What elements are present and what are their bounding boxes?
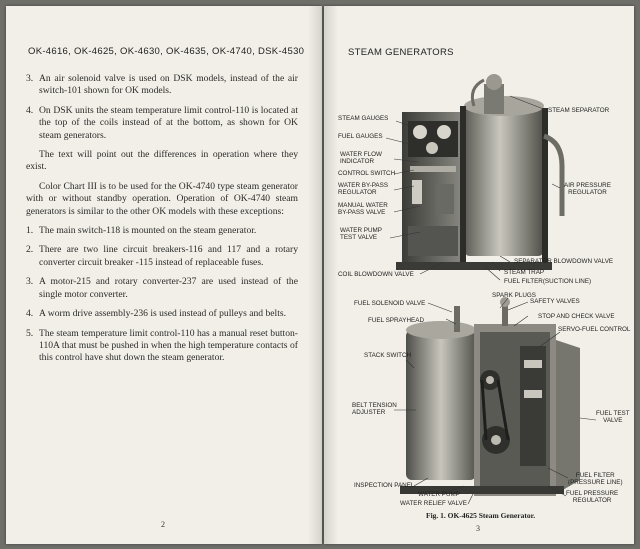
item-number: 5. xyxy=(26,327,34,339)
list-item xyxy=(26,276,298,301)
item-number: 2. xyxy=(26,244,34,256)
paragraph-differences: The text will point out the differences in operation where they exist. xyxy=(26,149,298,173)
page-number: 3 xyxy=(476,524,480,533)
callout-safety-valves: SAFETY VALVES xyxy=(530,298,580,305)
item-number: 1. xyxy=(26,225,34,237)
list-item xyxy=(26,244,298,269)
list-item xyxy=(26,105,298,142)
list-item xyxy=(26,73,298,98)
list-item xyxy=(26,308,298,320)
callout-fuel-gauges: FUEL GAUGES xyxy=(338,133,383,140)
callout-air-pressure-regulator: AIR PRESSURE REGULATOR xyxy=(564,182,611,196)
list-item xyxy=(26,225,298,237)
item-text: A motor-215 and rotary converter-237 are used instead of the single motor converter. xyxy=(39,276,298,300)
callout-fuel-solenoid-valve: FUEL SOLENOID VALVE xyxy=(354,300,426,307)
item-text: A worm drive assembly-236 is used instead of pulleys and belts. xyxy=(39,308,287,320)
callout-inspection-panel: INSPECTION PANEL xyxy=(354,482,415,489)
callout-separator-blowdown-valve: SEPARATOR BLOWDOWN VALVE xyxy=(514,258,614,265)
callout-control-switch: CONTROL SWITCH xyxy=(338,170,396,177)
callout-fuel-sprayhead: FUEL SPRAYHEAD xyxy=(368,317,424,324)
callout-manual-bypass-valve: MANUAL WATER BY-PASS VALVE xyxy=(338,202,388,216)
page-number: 2 xyxy=(161,520,165,529)
right-page xyxy=(324,6,634,544)
callout-steam-gauges: STEAM GAUGES xyxy=(338,115,389,122)
callout-water-relief-valve: WATER RELIEF VALVE xyxy=(400,500,467,507)
callout-water-pump: WATER PUMP xyxy=(418,491,460,498)
item-text: The steam temperature limit control-110 has a manual reset button-110A that must be pushed in when the high temperature contacts of this control have shut down the steam generator. xyxy=(39,327,298,364)
callout-stack-switch: STACK SWITCH xyxy=(364,352,412,359)
callout-servo-fuel-control: SERVO-FUEL CONTROL xyxy=(558,326,631,333)
paragraph-color-chart: Color Chart III is to be used for the OK-4740 type steam generator with or without standby operation. Operation of OK-4740 steam generators is similar to the other OK models with these exceptions: xyxy=(26,180,298,217)
callout-water-flow-indicator: WATER FLOW INDICATOR xyxy=(340,151,382,165)
callout-belt-tension-adjuster: BELT TENSION ADJUSTER xyxy=(352,402,397,416)
item-number: 4. xyxy=(26,308,34,320)
right-page-header: STEAM GENERATORS xyxy=(348,47,454,58)
left-page xyxy=(6,6,322,544)
callout-fuel-test-valve: FUEL TEST VALVE xyxy=(596,410,630,424)
callout-fuel-pressure-regulator: FUEL PRESSURE REGULATOR xyxy=(566,490,619,504)
page-gutter-shadow xyxy=(308,6,322,544)
callout-spark-plugs: SPARK PLUGS xyxy=(492,292,536,299)
callout-fuel-filter-suction: FUEL FILTER(SUCTION LINE) xyxy=(504,278,592,285)
item-number: 4. xyxy=(26,104,34,116)
callout-fuel-filter-pressure-line: FUEL FILTER (PRESSURE LINE) xyxy=(568,472,623,486)
callout-water-pump-test-valve: WATER PUMP TEST VALVE xyxy=(340,227,382,241)
item-number: 3. xyxy=(26,276,34,288)
item-text: There are two line circuit breakers-116 and 117 and a rotary converter circuit breaker -115 instead of replaceable fuses. xyxy=(39,244,298,268)
callout-steam-trap: STEAM TRAP xyxy=(504,269,545,276)
figure-caption: Fig. 1. OK-4625 Steam Generator. xyxy=(426,511,536,520)
left-page-body xyxy=(26,73,298,372)
callout-water-bypass-regulator: WATER BY-PASS REGULATOR xyxy=(338,182,389,196)
list-item xyxy=(26,328,298,365)
item-text: The main switch-118 is mounted on the steam generator. xyxy=(39,225,257,237)
item-text: An air solenoid valve is used on DSK models, instead of the air switch-101 shown for OK models. xyxy=(39,73,298,97)
left-page-header: OK-4616, OK-4625, OK-4630, OK-4635, OK-4740, DSK-4530 xyxy=(28,46,305,57)
callout-steam-separator: STEAM SEPARATOR xyxy=(548,107,610,114)
callout-coil-blowdown-valve: COIL BLOWDOWN VALVE xyxy=(338,271,414,278)
callout-stop-and-check-valve: STOP AND CHECK VALVE xyxy=(538,313,615,320)
item-number: 3. xyxy=(26,73,34,84)
item-text: On DSK units the steam temperature limit control-110 is located at the top of the coils instead of at the bottom, as shown for OK steam generators. xyxy=(39,104,298,141)
